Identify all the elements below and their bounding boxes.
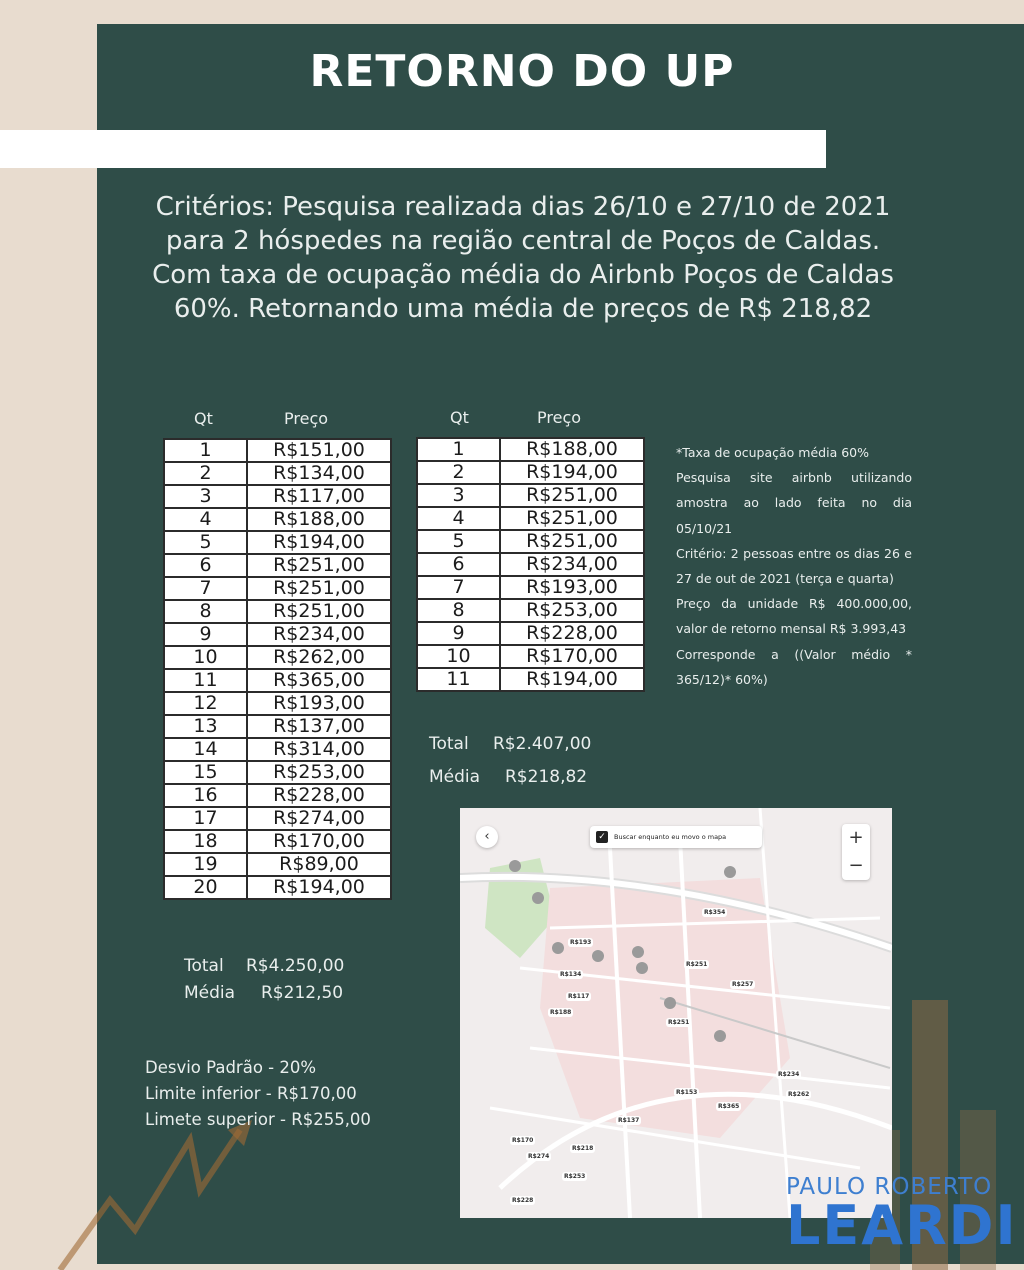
price-cell: R$193,00 — [500, 576, 644, 599]
qt-cell: 1 — [164, 439, 247, 462]
price-cell: R$194,00 — [247, 531, 391, 554]
map-price-label[interactable]: R$251 — [668, 1019, 690, 1026]
table-row — [417, 530, 644, 553]
note-formula: Corresponde a ((Valor médio * 365/12)* 60%) — [676, 646, 912, 687]
table-row — [164, 715, 391, 738]
note-criteria: Critério: 2 pessoas entre os dias 26 e 27 de out de 2021 (terça e quarta) — [676, 545, 912, 587]
table2-total-label: Total — [429, 734, 469, 754]
map-price-label[interactable]: R$117 — [568, 993, 590, 1000]
qt-cell: 3 — [417, 484, 500, 507]
table-row — [164, 876, 391, 899]
table-row — [417, 507, 644, 530]
price-cell: R$253,00 — [247, 761, 391, 784]
qt-cell: 6 — [417, 553, 500, 576]
qt-cell: 7 — [417, 576, 500, 599]
map-price-label[interactable]: R$253 — [564, 1173, 586, 1180]
map-price-label[interactable]: R$193 — [570, 939, 592, 946]
price-cell: R$170,00 — [500, 645, 644, 668]
qt-cell: 12 — [164, 692, 247, 715]
table1-media-value: R$212,50 — [261, 983, 344, 1003]
qt-cell: 17 — [164, 807, 247, 830]
qt-cell: 10 — [164, 646, 247, 669]
map-price-label[interactable]: R$170 — [512, 1137, 534, 1144]
map-price-label[interactable]: R$274 — [528, 1153, 550, 1160]
table-row — [164, 669, 391, 692]
map-price-label[interactable]: R$188 — [550, 1009, 572, 1016]
table-row — [164, 600, 391, 623]
decorative-white-bar — [0, 130, 826, 168]
table1-summary — [184, 950, 344, 1010]
table2-media-value: R$218,82 — [505, 767, 588, 787]
table-row — [164, 577, 391, 600]
price-cell: R$251,00 — [500, 484, 644, 507]
brand-name-line1: PAULO ROBERTO — [786, 1174, 993, 1200]
table-row — [164, 623, 391, 646]
map-search-toggle[interactable] — [590, 826, 762, 848]
qt-cell: 8 — [417, 599, 500, 622]
qt-cell: 14 — [164, 738, 247, 761]
deviation-lower: Limite inferior - R$170,00 — [145, 1084, 357, 1103]
price-cell: R$151,00 — [247, 439, 391, 462]
map-price-label[interactable]: R$365 — [718, 1103, 740, 1110]
qt-cell: 7 — [164, 577, 247, 600]
table2-media-label: Média — [429, 767, 481, 787]
price-cell: R$365,00 — [247, 669, 391, 692]
table-row — [417, 484, 644, 507]
qt-cell: 11 — [417, 668, 500, 691]
price-cell: R$134,00 — [247, 462, 391, 485]
qt-cell: 16 — [164, 784, 247, 807]
map-price-label[interactable]: R$134 — [560, 971, 582, 978]
note-research: Pesquisa site airbnb utilizando amostra ao lado feita no dia 05/10/21 — [676, 470, 912, 536]
table-row — [164, 784, 391, 807]
price-cell: R$262,00 — [247, 646, 391, 669]
note-occupancy: *Taxa de ocupação média 60% — [676, 445, 869, 460]
map-price-label[interactable]: R$137 — [618, 1117, 640, 1124]
table-row — [164, 462, 391, 485]
zoom-out-button[interactable]: − — [848, 855, 864, 876]
map-screenshot[interactable] — [460, 808, 892, 1218]
table2-total-value: R$2.407,00 — [493, 734, 592, 754]
notes-block — [676, 440, 912, 692]
qt-cell: 8 — [164, 600, 247, 623]
price-cell: R$251,00 — [500, 507, 644, 530]
qt-cell: 11 — [164, 669, 247, 692]
table-row — [164, 554, 391, 577]
price-cell: R$251,00 — [500, 530, 644, 553]
map-streets — [460, 808, 892, 1218]
price-cell: R$89,00 — [247, 853, 391, 876]
qt-cell: 3 — [164, 485, 247, 508]
table-row — [417, 622, 644, 645]
qt-cell: 2 — [417, 461, 500, 484]
table-row — [164, 738, 391, 761]
deviation-block — [145, 1055, 371, 1133]
map-price-label[interactable]: R$228 — [512, 1197, 534, 1204]
table-row — [417, 668, 644, 691]
brand-logo-text: LEARDI — [786, 1194, 1018, 1257]
qt-cell: 9 — [417, 622, 500, 645]
table-row — [164, 646, 391, 669]
price-cell: R$194,00 — [500, 668, 644, 691]
table-row — [164, 761, 391, 784]
table-row — [417, 553, 644, 576]
price-cell: R$188,00 — [247, 508, 391, 531]
qt-cell: 4 — [164, 508, 247, 531]
qt-cell: 5 — [164, 531, 247, 554]
table-row — [164, 439, 391, 462]
table-row — [164, 692, 391, 715]
table-row — [417, 461, 644, 484]
table1-header-preco: Preço — [284, 409, 329, 428]
map-back-button[interactable]: ‹ — [476, 826, 498, 848]
map-price-label[interactable]: R$354 — [704, 909, 726, 916]
qt-cell: 19 — [164, 853, 247, 876]
price-cell: R$228,00 — [500, 622, 644, 645]
price-cell: R$274,00 — [247, 807, 391, 830]
page-title: RETORNO DO UP — [309, 46, 735, 97]
deviation-upper: Limete superior - R$255,00 — [145, 1110, 371, 1129]
price-cell: R$194,00 — [247, 876, 391, 899]
table1-total-value: R$4.250,00 — [246, 956, 345, 976]
table1-total-label: Total — [184, 956, 224, 976]
price-cell: R$251,00 — [247, 577, 391, 600]
price-cell: R$170,00 — [247, 830, 391, 853]
map-search-label: Buscar enquanto eu movo o mapa — [614, 833, 727, 841]
table2-summary — [429, 728, 591, 794]
table2-header-preco: Preço — [537, 408, 582, 427]
qt-cell: 10 — [417, 645, 500, 668]
price-cell: R$314,00 — [247, 738, 391, 761]
table-row — [164, 485, 391, 508]
note-unit-price: Preço da unidade R$ 400.000,00, valor de retorno mensal R$ 3.993,43 — [676, 596, 912, 637]
price-cell: R$234,00 — [247, 623, 391, 646]
price-cell: R$234,00 — [500, 553, 644, 576]
zoom-in-button[interactable]: + — [848, 827, 864, 848]
table-row — [164, 807, 391, 830]
price-cell: R$228,00 — [247, 784, 391, 807]
qt-cell: 18 — [164, 830, 247, 853]
price-cell: R$193,00 — [247, 692, 391, 715]
qt-cell: 5 — [417, 530, 500, 553]
qt-cell: 4 — [417, 507, 500, 530]
price-cell: R$117,00 — [247, 485, 391, 508]
table-row — [417, 599, 644, 622]
map-price-label[interactable]: R$262 — [788, 1091, 810, 1098]
map-price-label[interactable]: R$234 — [778, 1071, 800, 1078]
table1-media-label: Média — [184, 983, 236, 1003]
qt-cell: 15 — [164, 761, 247, 784]
table2-header-qt: Qt — [450, 408, 469, 427]
price-cell: R$251,00 — [247, 554, 391, 577]
table-row — [164, 830, 391, 853]
checkbox-icon[interactable]: ✓ — [596, 831, 608, 843]
qt-cell: 9 — [164, 623, 247, 646]
price-cell: R$194,00 — [500, 461, 644, 484]
price-cell: R$253,00 — [500, 599, 644, 622]
table1-header-qt: Qt — [194, 409, 213, 428]
qt-cell: 20 — [164, 876, 247, 899]
table-row — [164, 531, 391, 554]
map-price-label[interactable]: R$251 — [686, 961, 708, 968]
price-cell: R$251,00 — [247, 600, 391, 623]
map-price-label[interactable]: R$257 — [732, 981, 754, 988]
map-price-label[interactable]: R$218 — [572, 1145, 594, 1152]
table-row — [164, 853, 391, 876]
price-table-1 — [163, 438, 392, 900]
table-row — [417, 576, 644, 599]
qt-cell: 13 — [164, 715, 247, 738]
table-row — [417, 438, 644, 461]
price-cell: R$188,00 — [500, 438, 644, 461]
map-zoom-control[interactable] — [842, 824, 870, 880]
qt-cell: 2 — [164, 462, 247, 485]
map-price-label[interactable]: R$153 — [676, 1089, 698, 1096]
qt-cell: 1 — [417, 438, 500, 461]
price-cell: R$137,00 — [247, 715, 391, 738]
deviation-std: Desvio Padrão - 20% — [145, 1058, 317, 1077]
price-table-2 — [416, 437, 645, 692]
qt-cell: 6 — [164, 554, 247, 577]
table-row — [164, 508, 391, 531]
criteria-text: Critérios: Pesquisa realizada dias 26/10 e 27/10 de 2021 para 2 hóspedes na região central de Poços de Caldas. Com taxa de ocupação média do Airbnb Poços de Caldas 60%. Retornando uma média de preços de R$ 218,82 — [152, 192, 894, 324]
table-row — [417, 645, 644, 668]
